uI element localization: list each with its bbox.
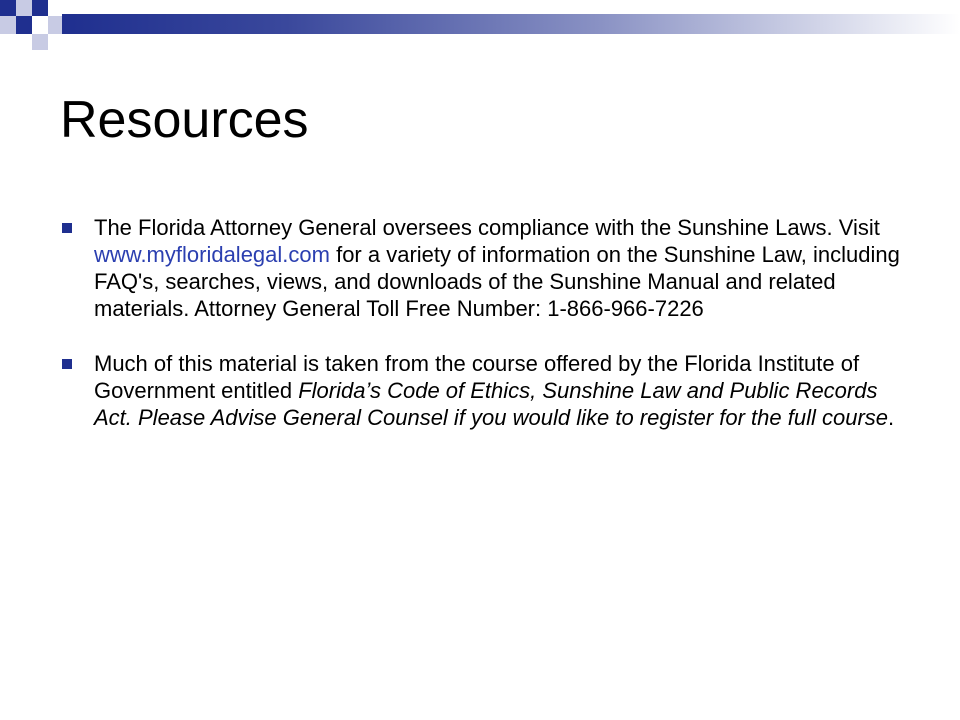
square-bullet-icon — [62, 223, 72, 233]
slide-title: Resources — [60, 91, 309, 149]
decor-square — [32, 0, 48, 16]
decor-square — [0, 16, 16, 34]
bullet-list — [60, 214, 910, 431]
bullet-text: . — [888, 405, 895, 430]
decor-square — [48, 16, 62, 34]
decor-square — [16, 16, 32, 34]
decor-square — [0, 0, 16, 16]
square-bullet-icon — [62, 359, 72, 369]
bullet-item-attorney-general — [60, 214, 910, 322]
header-gradient-bar — [62, 14, 960, 34]
bullet-item-course-source — [60, 350, 910, 431]
decor-square — [16, 0, 32, 16]
bullet-text: Much of this material is taken from the course offered by the Florida Institute of Government entitled — [94, 351, 860, 403]
bullet-text: The Florida Attorney General oversees compliance with the Sunshine Laws. Visit — [94, 215, 880, 240]
decor-square — [32, 34, 48, 50]
course-title-italic: Florida’s Code of Ethics, Sunshine Law and Public Records Act. Please Advise General Counsel if you would like to register for the full course — [94, 378, 889, 430]
myfloridalegal-link[interactable]: www.myfloridalegal.com — [94, 242, 330, 267]
bullet-text: for a variety of information on the Sunshine Law, including FAQ's, searches, views, and downloads of the Sunshine Manual and related materials. Attorney General Toll Free Number: 1-866-966-7226 — [94, 242, 900, 321]
